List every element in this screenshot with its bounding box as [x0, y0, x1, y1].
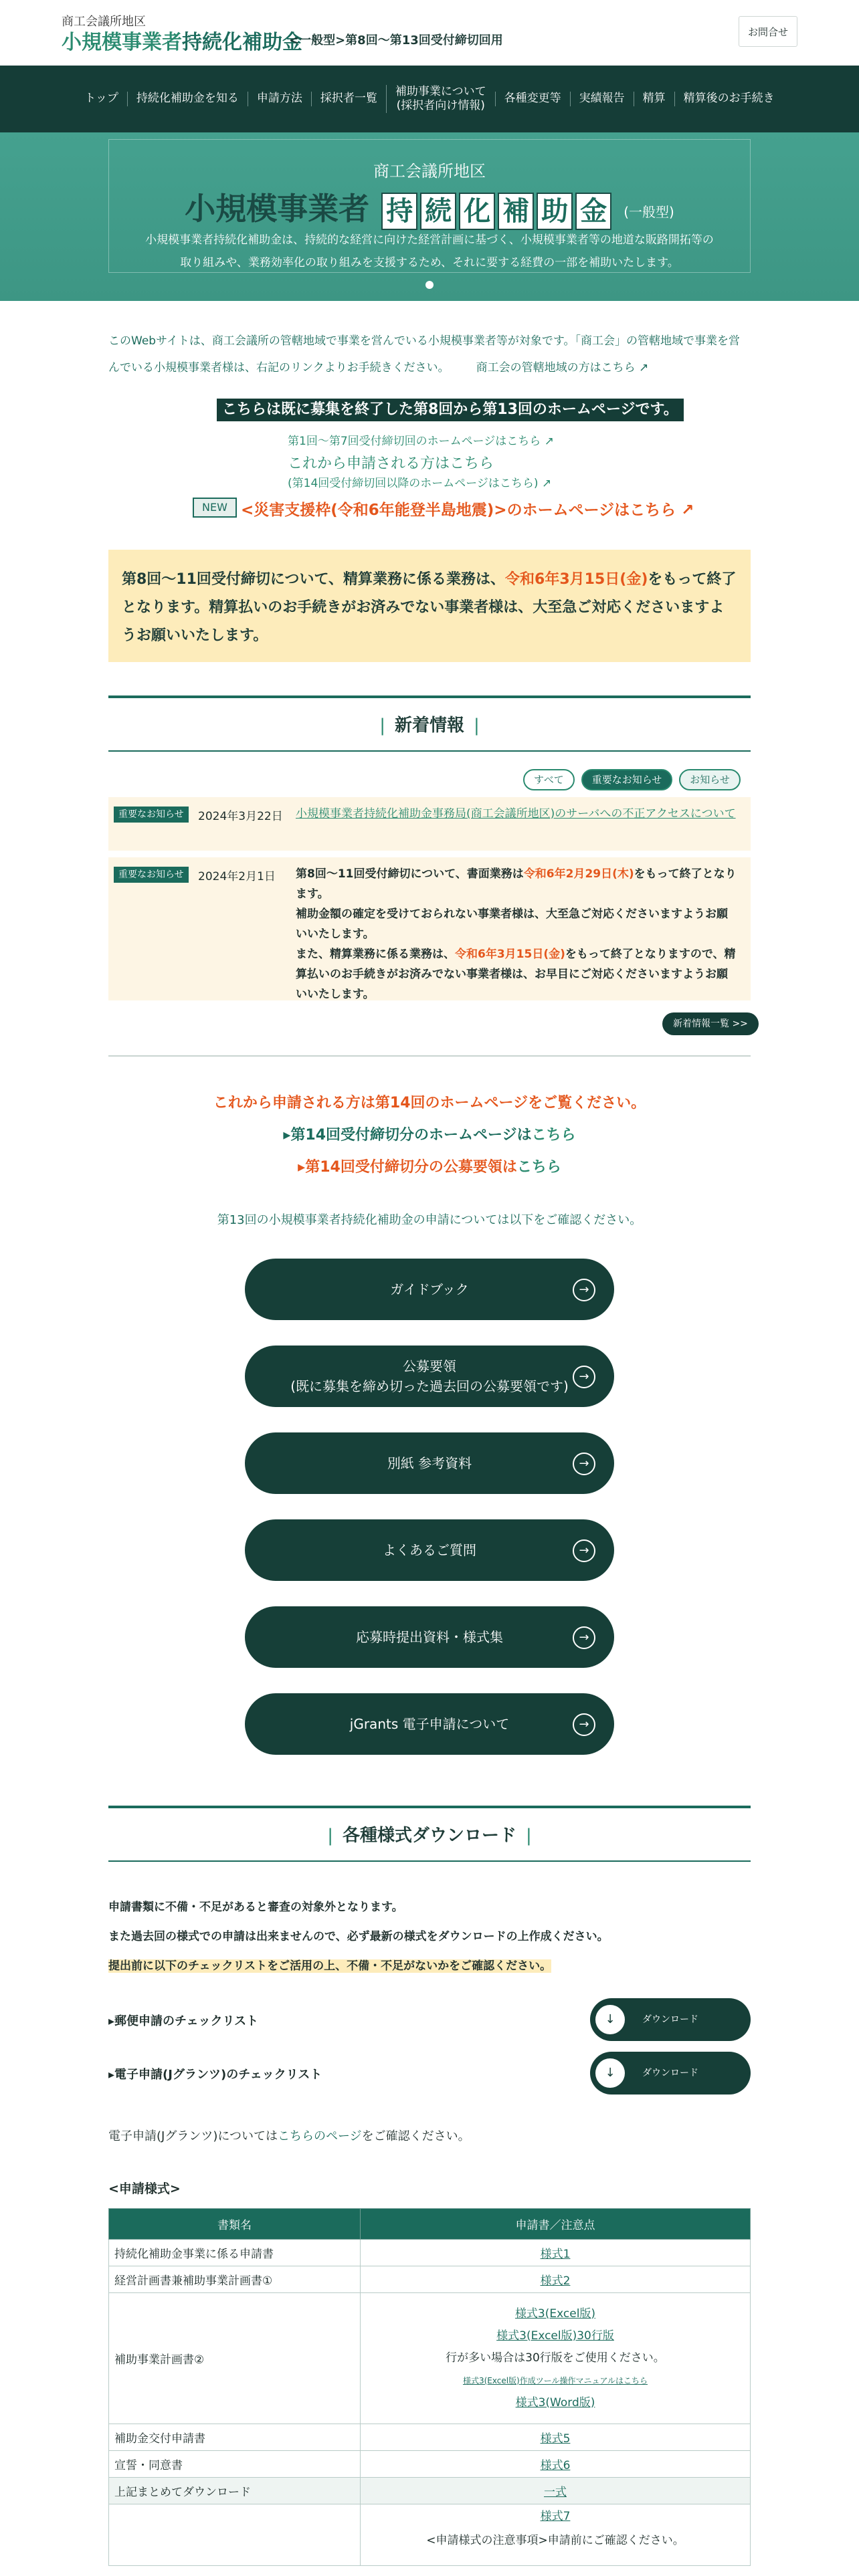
hero-title-char: 金 [575, 193, 611, 230]
news-item [108, 857, 751, 1000]
nav-top[interactable]: トップ [84, 92, 118, 106]
pill-label: よくあるご質問 [383, 1542, 476, 1558]
checklist-label: ▸郵便申請のチェックリスト [108, 2014, 259, 2028]
form-link[interactable]: 一式 [544, 2486, 567, 2499]
download-icon: ↓ [595, 2005, 625, 2034]
download-button[interactable] [590, 1998, 751, 2041]
hero-title-char: 化 [459, 193, 495, 230]
apply14-link1-here[interactable]: こちら [531, 1127, 576, 1144]
section-divider [108, 1055, 751, 1057]
forms-heading: <申請様式> [108, 2181, 181, 2196]
arrow-right-icon: → [573, 1453, 595, 1475]
column-header: 書類名 [109, 2209, 361, 2240]
news-date-highlight: 令和6年2月29日(木) [523, 867, 634, 881]
arrow-right-icon: → [573, 1539, 595, 1562]
news-text-part: 第8回〜11回受付締切について、書面業務は [296, 867, 524, 881]
arrow-right-icon: → [573, 1279, 595, 1301]
notice-date: 令和6年3月15日(金) [505, 571, 648, 588]
form-link[interactable]: 様式1 [540, 2248, 571, 2261]
hero-desc-line: 小規模事業者持続化補助金は、持続的な経営に向けた経営計画に基づく、小規模事業者等の地道な販路開拓等の [145, 233, 714, 247]
closed-banner: こちらは既に募集を終了した第8回から第13回のホームページです。 [217, 399, 684, 421]
download-info-line: 申請書類に不備・不足があると審査の対象外となります。 [108, 1901, 403, 1914]
arrow-right-icon: → [573, 1366, 595, 1388]
apply-now-link[interactable]: これから申請される方はこちら [288, 455, 494, 472]
contact-button[interactable]: お問合せ [739, 16, 797, 47]
arrow-right-icon: → [573, 1713, 595, 1736]
section-divider [108, 695, 751, 698]
nav-report[interactable]: 実績報告 [570, 92, 634, 106]
global-nav [0, 66, 859, 132]
arrow-right-icon: → [573, 1626, 595, 1649]
apply14-link1[interactable]: ▸第14回受付締切分のホームページはこちら [283, 1127, 576, 1144]
download-button-label: ダウンロード [642, 2014, 698, 2025]
intro-line: このWebサイトは、商工会議所の管轄地域で事業を営んでいる小規模事業者等が対象です。「商工会」の管轄地域で事業を営 [108, 334, 741, 348]
header-subtitle: 商工会議所地区 [62, 15, 146, 29]
nav-changes[interactable]: 各種変更等 [495, 92, 570, 106]
news-text [296, 864, 737, 1004]
form-link[interactable]: 様式7 [540, 2510, 571, 2523]
column-header: 申請書／注意点 [361, 2209, 751, 2240]
form-name: 補助事業計画書② [109, 2293, 361, 2424]
hero-desc-line: 取り組みや、業務効率化の取り組みを支援するため、それに要する経費の一部を補助いたします。 [180, 256, 679, 270]
settlement-notice [108, 550, 751, 662]
form-link[interactable]: 様式5 [540, 2432, 571, 2446]
hero-title-char: 補 [498, 193, 534, 230]
header-type-label: <一般型>第8回〜第13回受付締切回用 [289, 33, 503, 47]
table-row [109, 2478, 751, 2504]
apply14-heading: これから申請される方は第14回のホームページをご覧ください。 [213, 1095, 646, 1111]
news-text-part: また、精算業務に係る業務は、 [296, 948, 455, 961]
new-badge: NEW [193, 498, 237, 518]
check13-text: 第13回の小規模事業者持続化補助金の申請については以下をご確認ください。 [217, 1213, 642, 1227]
form-name: 持続化補助金事業に係る申請書 [109, 2240, 361, 2266]
form-link[interactable]: 様式3(Word版) [515, 2395, 595, 2409]
table-row [109, 2266, 751, 2293]
site-header [0, 0, 859, 66]
manual-link[interactable]: 様式3(Excel版)作成ツール操作マニュアルはこちら [462, 2375, 648, 2385]
download-info-highlight: 提出前に以下のチェックリストをご活用の上、不備・不足がないかをご確認ください。 [108, 1959, 552, 1973]
jgrants-note [108, 2127, 470, 2144]
apply14-link1-pre: 第14回受付締切分のホームページは [290, 1127, 532, 1144]
apply14-link2[interactable]: ▸第14回受付締切分の公募要領はこちら [298, 1159, 561, 1176]
jg-pre: 電子申請(Jグランツ)については [108, 2129, 278, 2143]
pill-label: 公募要領 (既に募集を締め切った過去回の公募要領です) [290, 1358, 569, 1394]
news-tag: 重要なお知らせ [114, 807, 189, 823]
form-name: 補助金交付申請書 [109, 2424, 361, 2451]
form-link[interactable]: 様式3(Excel版)30行版 [496, 2329, 614, 2343]
download-info [108, 1893, 751, 1981]
apply14-link2-here[interactable]: こちら [516, 1159, 561, 1176]
hero-title-char: 持 [381, 193, 417, 230]
shokokai-link[interactable]: 商工会の管轄地域の方はこちら ↗ [476, 361, 649, 374]
table-row [109, 2504, 751, 2566]
hero-banner [0, 132, 859, 301]
form-note: <申請様式の注意事項>申請前にご確認ください。 [426, 2534, 684, 2547]
news-link-text[interactable]: 小規模事業者持続化補助金事務局(商工会議所地区)のサーバへの不正アクセスについて [296, 807, 736, 821]
hero-description [0, 229, 859, 274]
news-link[interactable] [296, 804, 737, 824]
notice-text: をもって終了となります。精算払いのお手続きがお済みでない事業者様は、大至急ご対応くださいますようお願いいたします。 [122, 571, 737, 644]
download-button-label: ダウンロード [642, 2068, 698, 2078]
table-row [109, 2451, 751, 2478]
news-tag: 重要なお知らせ [114, 867, 189, 883]
news-date-highlight: 令和6年3月15日(金) [455, 948, 565, 961]
faq-button[interactable] [245, 1519, 614, 1581]
filter-important[interactable]: 重要なお知らせ [581, 769, 673, 790]
news-text-part: をもって終了となりますので、精算払いのお手続きがお済みでない事業者様は、お早目にご対応くださいますようお願いいたします。 [296, 948, 736, 1001]
form-name [109, 2504, 361, 2566]
download-title: | 各種様式ダウンロード | [327, 1826, 532, 1846]
section-divider [108, 1806, 751, 1808]
download-info-line: また過去回の様式での申請は出来ませんので、必ず最新の様式をダウンロードの上作成ください。 [108, 1930, 609, 1943]
nav-apply[interactable]: 申請方法 [248, 92, 311, 106]
form-link[interactable]: 様式2 [540, 2274, 571, 2288]
nav-about[interactable]: 持続化補助金を知る [127, 92, 248, 106]
intro-line: んでいる小規模事業者様は、右記のリンクよりお手続きください。 [108, 361, 450, 374]
download-icon: ↓ [595, 2058, 625, 2088]
form-name: 上記まとめてダウンロード [109, 2478, 361, 2504]
filter-notice[interactable]: お知らせ [679, 769, 741, 790]
hero-subtitle: 商工会議所地区 [373, 162, 486, 181]
checklist-label-text: 郵便申請のチェックリスト [114, 2014, 259, 2028]
download-button[interactable] [590, 2052, 751, 2095]
news-filters [523, 769, 741, 790]
guidebook-button[interactable] [245, 1259, 614, 1320]
news-date: 2024年2月1日 [198, 870, 276, 883]
form-link[interactable]: 様式3(Excel版) [514, 2306, 596, 2321]
hero-title-suffix: (一般型) [624, 204, 674, 220]
pill-label: ガイドブック [390, 1281, 469, 1297]
checklist-label: ▸電子申請(Jグランツ)のチェックリスト [108, 2068, 322, 2082]
news-text-part: をもって終了となります。 [296, 867, 737, 901]
forms-collection-button[interactable] [245, 1606, 614, 1668]
apply-now-sublink[interactable]: (第14回受付締切回以降のホームページはこちら) ↗ [288, 477, 552, 490]
site-logo[interactable] [62, 25, 302, 55]
jg-post: をご確認ください。 [361, 2129, 470, 2143]
news-title-text: 新着情報 [394, 716, 464, 736]
logo-part1: 小規模事業者 [62, 31, 182, 54]
apply14-link2-pre: 第14回受付締切分の公募要領は [305, 1159, 517, 1176]
earlier-rounds-link[interactable]: 第1回〜第7回受付締切回のホームページはこちら ↗ [288, 435, 554, 448]
nav-settlement[interactable]: 精算 [634, 92, 674, 106]
hero-title [0, 185, 859, 230]
nav-after-settlement[interactable]: 精算後のお手続き [674, 92, 783, 106]
nav-project[interactable]: 補助事業について (採択者向け情報) [386, 85, 495, 114]
pill-label: 応募時提出資料・様式集 [356, 1629, 503, 1645]
hero-title-char: 助 [537, 193, 573, 230]
pill-label: jGrants 電子申請について [349, 1716, 510, 1732]
section-divider [108, 750, 751, 752]
reference-button[interactable] [245, 1432, 614, 1494]
logo-part2: 持続化補助金 [182, 31, 302, 54]
form-name: 経営計画書兼補助事業計画書① [109, 2266, 361, 2293]
nav-adopted[interactable]: 採択者一覧 [311, 92, 386, 106]
forms-table [108, 2208, 751, 2566]
table-row [109, 2293, 751, 2424]
news-item [108, 797, 751, 851]
form-link[interactable]: 様式6 [540, 2459, 571, 2472]
carousel-dot[interactable] [425, 281, 434, 289]
news-more-button[interactable]: 新着情報一覧 >> [662, 1012, 759, 1035]
pill-label: 別紙 参考資料 [387, 1455, 472, 1471]
hero-title-pre: 小規模事業者 [185, 191, 370, 227]
jg-page-link[interactable]: こちらのページ [278, 2129, 362, 2143]
notice-text: 第8回〜11回受付締切について、精算業務に係る業務は、 [122, 571, 506, 588]
checklist-label-text: 電子申請(Jグランツ)のチェックリスト [114, 2068, 322, 2082]
guidelines-button[interactable] [245, 1346, 614, 1407]
form-name: 宣誓・同意書 [109, 2451, 361, 2478]
news-text-part: 補助金額の確定を受けておられない事業者様は、大至急ご対応くださいますようお願いいたします。 [296, 907, 728, 941]
news-date: 2024年3月22日 [198, 810, 283, 823]
table-row [109, 2240, 751, 2266]
table-row [109, 2424, 751, 2451]
news-title: | 新着情報 | [379, 716, 480, 736]
form-note: 行が多い場合は30行版をご使用ください。 [446, 2351, 665, 2365]
jgrants-button[interactable] [245, 1693, 614, 1755]
intro-text [108, 328, 751, 381]
table-header-row [109, 2209, 751, 2240]
section-divider [108, 1860, 751, 1862]
hero-title-char: 続 [420, 193, 456, 230]
disaster-support-link[interactable]: <災害支援枠(令和6年能登半島地震)>のホームページはこちら ↗ [241, 502, 694, 519]
filter-all[interactable]: すべて [523, 769, 575, 790]
download-title-text: 各種様式ダウンロード [342, 1826, 516, 1846]
